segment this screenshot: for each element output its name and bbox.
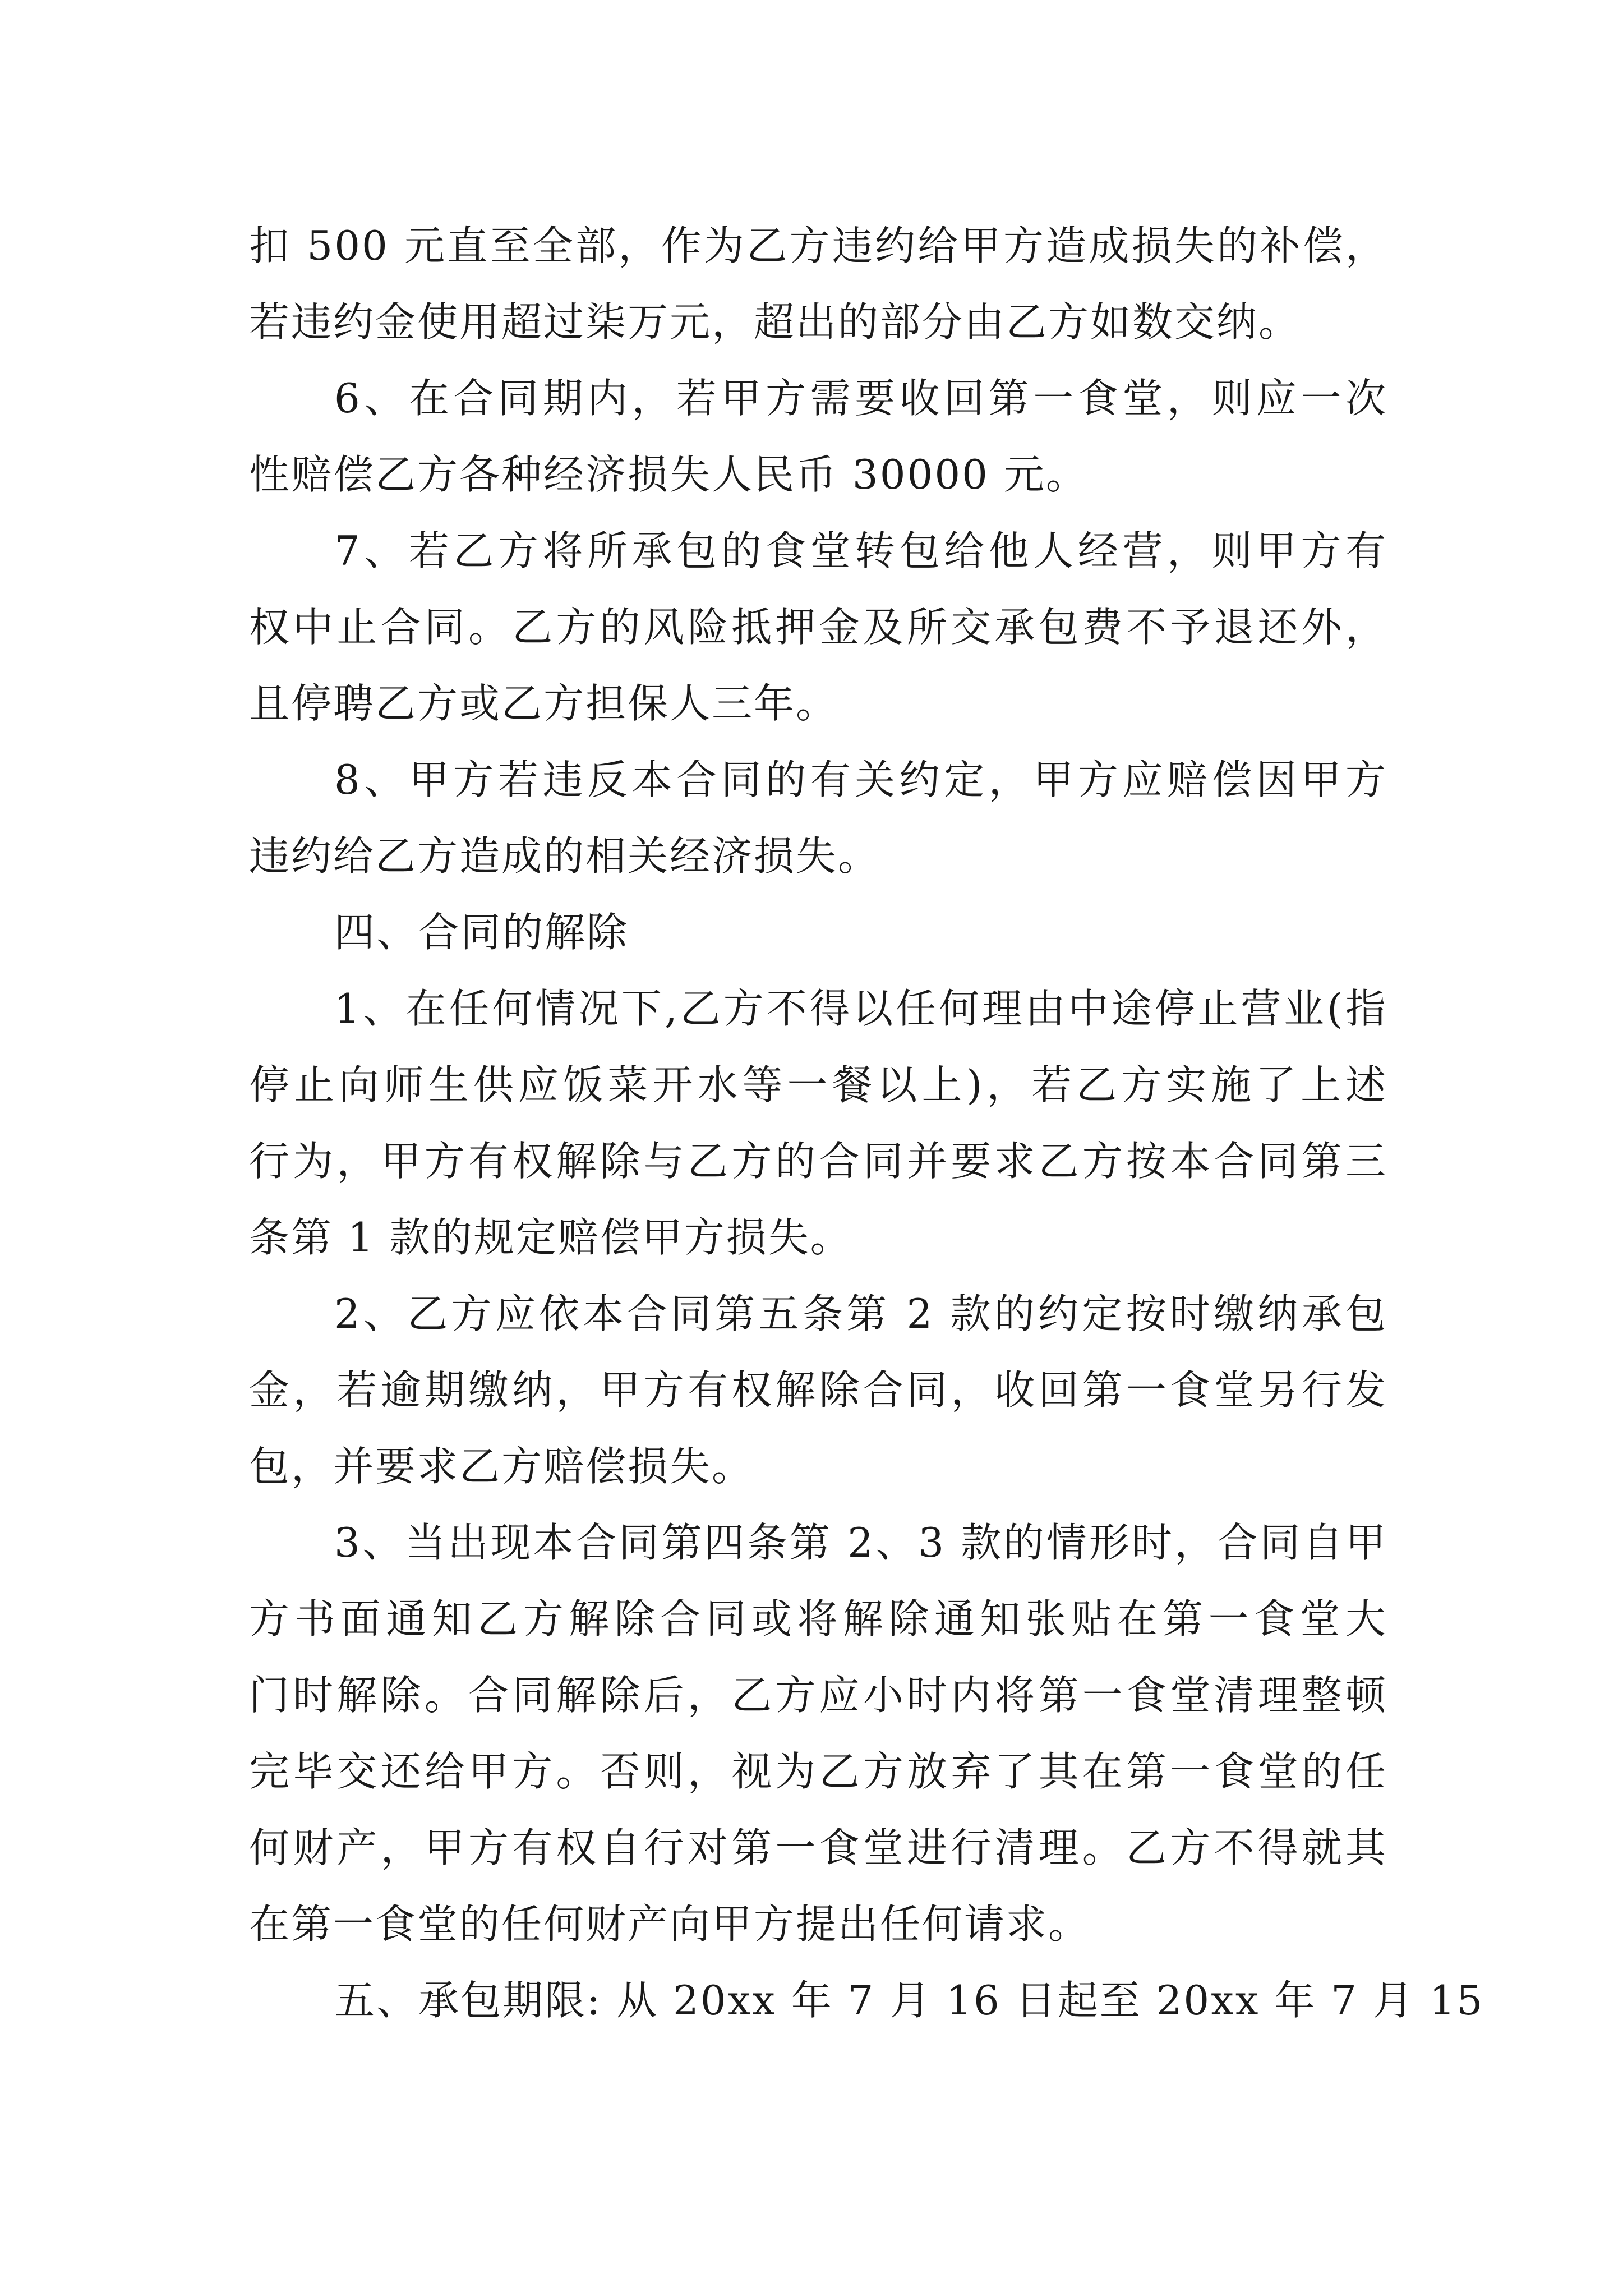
text-line: 1、在任何情况下,乙方不得以任何理由中途停止营业(指 — [334, 985, 1387, 1032]
section-heading: 四、合同的解除 — [334, 909, 629, 956]
text-line: 且停聘乙方或乙方担保人三年。 — [249, 680, 838, 727]
text-line: 性赔偿乙方各种经济损失人民币 30000 元。 — [249, 451, 1088, 498]
section-heading: 五、承包期限: 从 20xx 年 7 月 16 日起至 20xx 年 7 月 15 — [334, 1977, 1484, 2024]
text-line: 行为，甲方有权解除与乙方的合同并要求乙方按本合同第三 — [249, 1138, 1387, 1185]
text-line: 包，并要求乙方赔偿损失。 — [249, 1443, 754, 1490]
text-line: 违约给乙方造成的相关经济损失。 — [249, 832, 880, 880]
text-line: 条第 1 款的规定赔偿甲方损失。 — [249, 1214, 852, 1261]
text-line: 3、当出现本合同第四条第 2、3 款的情形时，合同自甲 — [334, 1519, 1387, 1566]
text-line: 停止向师生供应饭菜开水等一餐以上)，若乙方实施了上述 — [249, 1061, 1387, 1108]
text-line: 8、甲方若违反本合同的有关约定，甲方应赔偿因甲方 — [334, 756, 1387, 803]
text-line: 6、在合同期内，若甲方需要收回第一食堂，则应一次 — [334, 375, 1387, 422]
text-line: 2、乙方应依本合同第五条第 2 款的约定按时缴纳承包 — [334, 1290, 1387, 1337]
text-line: 权中止合同。乙方的风险抵押金及所交承包费不予退还外， — [249, 604, 1387, 651]
text-line: 7、若乙方将所承包的食堂转包给他人经营，则甲方有 — [334, 527, 1387, 574]
text-line: 若违约金使用超过柒万元，超出的部分由乙方如数交纳。 — [249, 298, 1301, 346]
text-line: 金，若逾期缴纳，甲方有权解除合同，收回第一食堂另行发 — [249, 1366, 1387, 1414]
text-line: 在第一食堂的任何财产向甲方提出任何请求。 — [249, 1901, 1091, 1948]
contract-text-body — [249, 208, 1484, 2039]
text-line: 何财产，甲方有权自行对第一食堂进行清理。乙方不得就其 — [249, 1824, 1387, 1871]
text-line: 门时解除。合同解除后，乙方应小时内将第一食堂清理整顿 — [249, 1672, 1387, 1719]
text-line: 完毕交还给甲方。否则，视为乙方放弃了其在第一食堂的任 — [249, 1748, 1387, 1795]
text-line: 扣 500 元直至全部，作为乙方违约给甲方造成损失的补偿， — [249, 222, 1387, 269]
text-line: 方书面通知乙方解除合同或将解除通知张贴在第一食堂大 — [249, 1595, 1387, 1642]
